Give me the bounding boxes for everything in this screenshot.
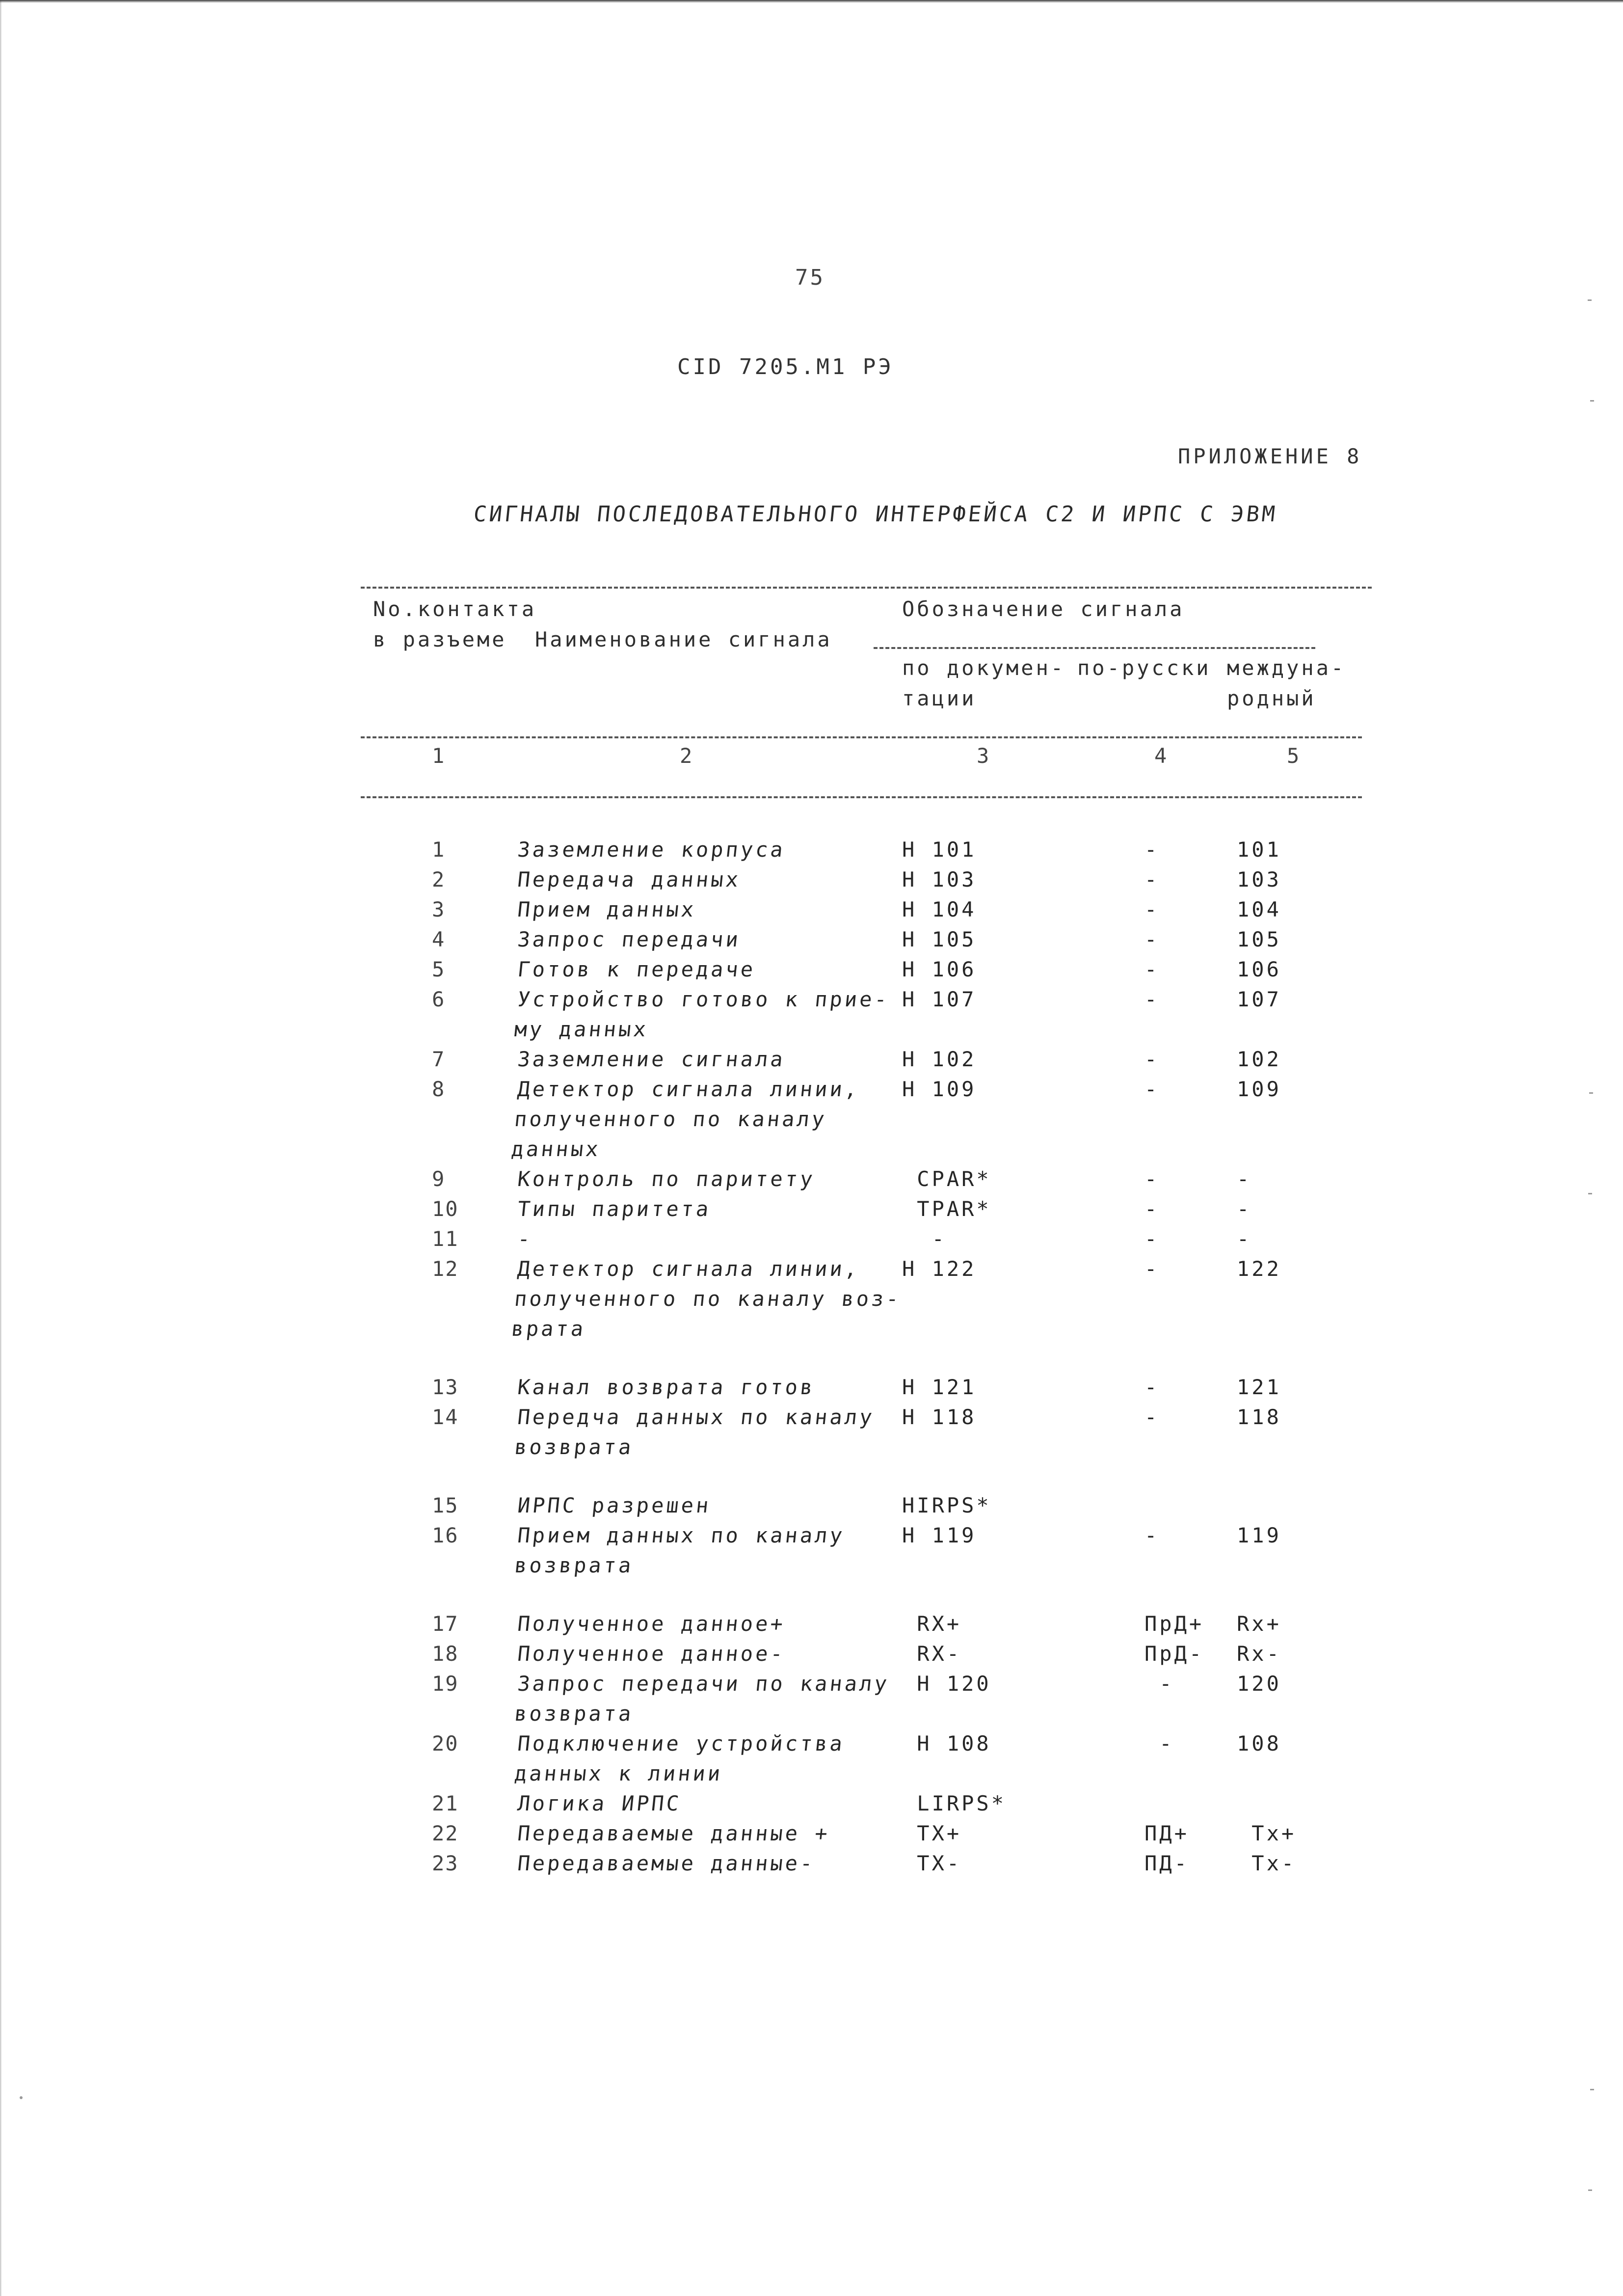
- designation-international: 109: [1237, 1077, 1281, 1101]
- designation-russian: ПрД+: [1144, 1612, 1204, 1636]
- header-russian: по-русски: [1077, 656, 1211, 680]
- contact-number: 23: [432, 1851, 459, 1875]
- designation-russian: -: [1144, 1167, 1160, 1191]
- column-number-2: 2: [680, 744, 692, 768]
- table-row: [0, 1639, 1623, 1669]
- designation-doc: Н 122: [902, 1257, 977, 1281]
- contact-number: 8: [432, 1077, 446, 1101]
- designation-doc: Н 118: [902, 1405, 977, 1429]
- signal-name: Канал возврата готов: [516, 1375, 817, 1399]
- designation-russian: -: [1144, 1077, 1160, 1101]
- signal-name: Контроль по паритету: [516, 1167, 817, 1191]
- signal-name: Заземление сигнала: [516, 1047, 787, 1071]
- contact-number: 19: [432, 1672, 459, 1696]
- designation-russian: -: [1144, 1672, 1174, 1696]
- table-row: [0, 1788, 1623, 1818]
- designation-international: 119: [1237, 1523, 1281, 1547]
- designation-russian: -: [1144, 897, 1160, 921]
- contact-number: 11: [432, 1227, 459, 1251]
- designation-international: Rx-: [1237, 1642, 1281, 1666]
- header-by-doc-line1: по докумен-: [902, 656, 1066, 680]
- table-row: [0, 1609, 1623, 1639]
- scan-speck: [1588, 299, 1592, 301]
- designation-international: -: [1237, 1227, 1252, 1251]
- signal-name: Заземление корпуса: [516, 837, 787, 862]
- contact-number: 16: [432, 1523, 459, 1547]
- designation-russian: -: [1144, 957, 1160, 981]
- scan-speck: [1588, 1193, 1592, 1194]
- designation-international: 118: [1237, 1405, 1281, 1429]
- designation-russian: -: [1144, 1731, 1174, 1756]
- designation-doc: Н 105: [902, 927, 977, 951]
- scan-speck: [1590, 400, 1594, 402]
- designation-international: -: [1237, 1167, 1252, 1191]
- contact-number: 10: [432, 1197, 459, 1221]
- designation-russian: -: [1144, 1523, 1160, 1547]
- designation-doc: Н 104: [902, 897, 977, 921]
- table-row: [0, 864, 1623, 894]
- contact-number: 14: [432, 1405, 459, 1429]
- header-by-doc-line2: тации: [902, 686, 977, 710]
- designation-doc: Н 103: [902, 867, 977, 891]
- column-numbers-rule: [361, 796, 1362, 798]
- signal-name: Подключение устройства данных к линии: [513, 1731, 846, 1785]
- table-row: [0, 1044, 1623, 1074]
- table-row: [0, 1224, 1623, 1254]
- table-row: [0, 1074, 1623, 1164]
- table-row: [0, 835, 1623, 864]
- designation-doc: -: [902, 1227, 947, 1251]
- designation-doc: Н 109: [902, 1077, 977, 1101]
- signal-name: Передча данных по каналу возврата: [513, 1405, 876, 1459]
- page-number: 75: [795, 265, 825, 290]
- designation-doc: Н 101: [902, 837, 977, 862]
- scan-speck: [1588, 2189, 1592, 2191]
- signal-name: Прием данных: [516, 897, 697, 921]
- designation-doc: Н 107: [902, 987, 977, 1011]
- designation-international: Tx-: [1237, 1851, 1297, 1875]
- table-top-rule: [361, 587, 1372, 589]
- designation-international: 106: [1237, 957, 1281, 981]
- designation-international: 103: [1237, 867, 1281, 891]
- signal-name: -: [516, 1227, 534, 1251]
- header-intl-line1: междуна-: [1227, 656, 1346, 680]
- table-row: [0, 984, 1623, 1044]
- contact-number: 12: [432, 1257, 459, 1281]
- designation-doc: Н 102: [902, 1047, 977, 1071]
- designation-international: Rx+: [1237, 1612, 1281, 1636]
- table-row: [0, 1520, 1623, 1580]
- designation-international: Tx+: [1237, 1821, 1297, 1845]
- designation-international: 104: [1237, 897, 1281, 921]
- header-designation: Обозначение сигнала: [902, 597, 1185, 621]
- table-row: [0, 1372, 1623, 1402]
- contact-number: 4: [432, 927, 446, 951]
- table-row: [0, 1848, 1623, 1878]
- contact-number: 5: [432, 957, 446, 981]
- signal-name: Детектор сигнала линии, полученного по каналу воз- врата: [510, 1257, 903, 1341]
- signal-name: Логика ИРПС: [516, 1791, 683, 1815]
- signal-name: Передаваемые данные +: [516, 1821, 831, 1845]
- table-row: [0, 1669, 1623, 1729]
- contact-number: 1: [432, 837, 446, 862]
- designation-russian: ПД-: [1144, 1851, 1189, 1875]
- designation-russian: -: [1144, 1257, 1160, 1281]
- header-contact-line1: No.контакта: [373, 597, 537, 621]
- designation-doc: RX-: [902, 1642, 962, 1666]
- signal-name: Полученное данное+: [516, 1612, 787, 1636]
- designation-doc: Н 120: [902, 1672, 991, 1696]
- table-row: [0, 1164, 1623, 1194]
- designation-doc: Н 119: [902, 1523, 977, 1547]
- designation-international: 101: [1237, 837, 1281, 862]
- signal-name: Передаваемые данные-: [516, 1851, 817, 1875]
- designation-doc: TPAR*: [902, 1197, 991, 1221]
- scan-top-edge: [0, 0, 1623, 3]
- designation-doc: CPAR*: [902, 1167, 991, 1191]
- designation-russian: -: [1144, 1197, 1160, 1221]
- designation-russian: -: [1144, 1375, 1160, 1399]
- table-row: [0, 1818, 1623, 1848]
- signal-name: ИРПС разрешен: [516, 1493, 713, 1517]
- contact-number: 18: [432, 1642, 459, 1666]
- header-signal-name: Наименование сигнала: [535, 627, 832, 651]
- contact-number: 21: [432, 1791, 459, 1815]
- header-bottom-rule: [361, 736, 1362, 738]
- table-row: [0, 894, 1623, 924]
- table-row: [0, 954, 1623, 984]
- table-row: [0, 1402, 1623, 1462]
- column-number-4: 4: [1154, 744, 1167, 768]
- signal-name: Запрос передачи: [516, 927, 742, 951]
- designation-doc: HIRPS*: [902, 1493, 991, 1517]
- designation-international: 105: [1237, 927, 1281, 951]
- scan-speck: [1589, 1092, 1593, 1094]
- column-number-1: 1: [432, 744, 445, 768]
- designation-russian: -: [1144, 1405, 1160, 1429]
- contact-number: 9: [432, 1167, 446, 1191]
- table-row: [0, 1254, 1623, 1344]
- designation-international: 108: [1237, 1731, 1281, 1756]
- signal-name: Прием данных по каналу возврата: [513, 1523, 846, 1577]
- designation-russian: -: [1144, 1047, 1160, 1071]
- designation-russian: -: [1144, 867, 1160, 891]
- contact-number: 17: [432, 1612, 459, 1636]
- designation-doc: Н 108: [902, 1731, 991, 1756]
- contact-number: 15: [432, 1493, 459, 1517]
- table-row: [0, 1729, 1623, 1788]
- designation-doc: Н 106: [902, 957, 977, 981]
- contact-number: 2: [432, 867, 446, 891]
- signal-name: Запрос передачи по каналу возврата: [513, 1672, 891, 1726]
- signal-name: Детектор сигнала линии, полученного по каналу данных: [510, 1077, 861, 1161]
- scan-speck: [1590, 2089, 1594, 2090]
- scan-speck: [20, 2096, 23, 2099]
- table-row: [0, 1490, 1623, 1520]
- designation-doc: TX+: [902, 1821, 962, 1845]
- designation-international: 102: [1237, 1047, 1281, 1071]
- designation-russian: ПрД-: [1144, 1642, 1204, 1666]
- signal-name: Полученное данное-: [516, 1642, 787, 1666]
- table-row: [0, 1194, 1623, 1224]
- signal-name: Устройство готово к прие- му данных: [513, 987, 891, 1041]
- contact-number: 22: [432, 1821, 459, 1845]
- designation-international: 121: [1237, 1375, 1281, 1399]
- designation-international: 107: [1237, 987, 1281, 1011]
- appendix-label: ПРИЛОЖЕНИЕ 8: [1178, 444, 1362, 468]
- designation-doc: RX+: [902, 1612, 962, 1636]
- document-code: CID 7205.M1 РЭ: [677, 354, 894, 379]
- header-intl-line2: родный: [1227, 686, 1316, 710]
- designation-doc: LIRPS*: [902, 1791, 1007, 1815]
- document-title: СИГНАЛЫ ПОСЛЕДОВАТЕЛЬНОГО ИНТЕРФЕЙСА С2 И ИРПС С ЭВМ: [472, 502, 1279, 527]
- column-number-3: 3: [977, 744, 989, 768]
- contact-number: 7: [432, 1047, 446, 1071]
- header-contact-line2: в разъеме: [373, 627, 507, 651]
- designation-international: 120: [1237, 1672, 1281, 1696]
- designation-subrule: [874, 647, 1315, 649]
- designation-russian: -: [1144, 927, 1160, 951]
- contact-number: 13: [432, 1375, 459, 1399]
- designation-doc: TX-: [902, 1851, 962, 1875]
- column-number-5: 5: [1287, 744, 1300, 768]
- signal-name: Передача данных: [516, 867, 742, 891]
- designation-russian: -: [1144, 987, 1160, 1011]
- signal-name: Типы паритета: [516, 1197, 713, 1221]
- designation-international: -: [1237, 1197, 1252, 1221]
- contact-number: 20: [432, 1731, 459, 1756]
- contact-number: 3: [432, 897, 446, 921]
- table-row: [0, 924, 1623, 954]
- signal-name: Готов к передаче: [516, 957, 757, 981]
- designation-russian: -: [1144, 837, 1160, 862]
- designation-russian: ПД+: [1144, 1821, 1189, 1845]
- designation-doc: Н 121: [902, 1375, 977, 1399]
- designation-russian: -: [1144, 1227, 1160, 1251]
- designation-international: 122: [1237, 1257, 1281, 1281]
- contact-number: 6: [432, 987, 446, 1011]
